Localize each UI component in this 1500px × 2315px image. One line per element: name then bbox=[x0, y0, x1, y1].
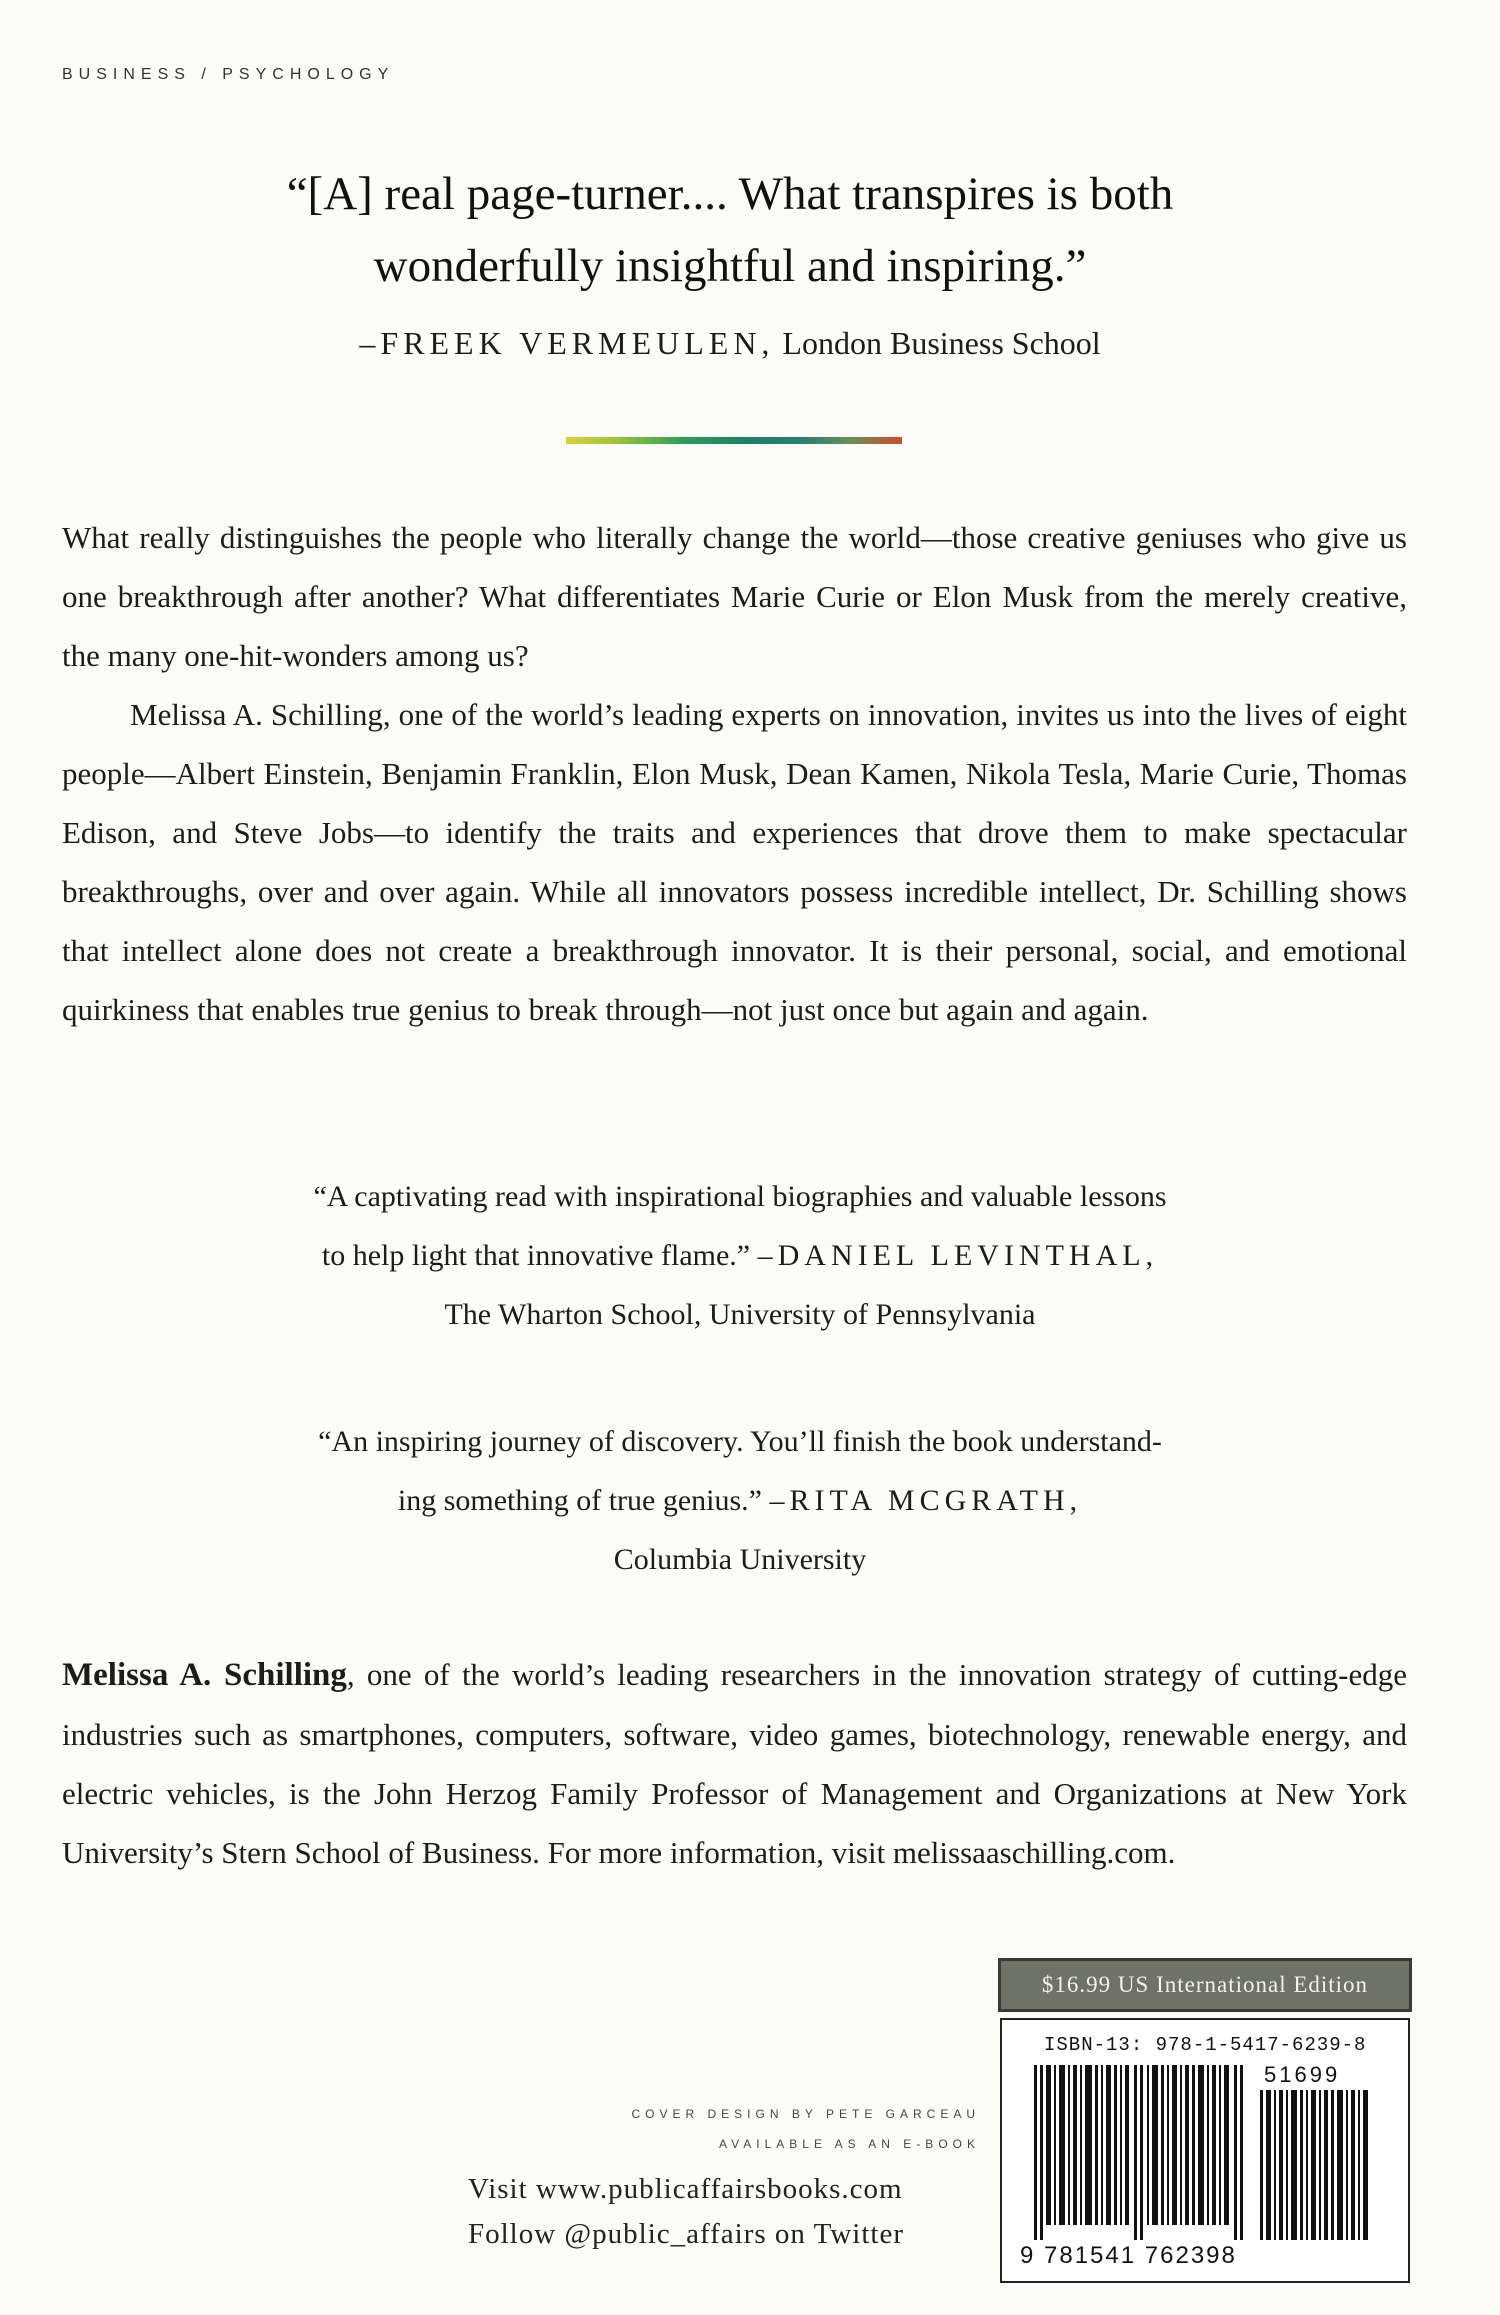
barcode-box bbox=[1000, 2018, 1410, 2283]
lead-quote bbox=[200, 158, 1260, 302]
barcode-ean-digits: 9 781541 762398 bbox=[1020, 2242, 1237, 2269]
blurb-line-1: “An inspiring journey of discovery. You’ll finish the book understand- bbox=[318, 1425, 1162, 1458]
twitter-link[interactable]: Follow @public_affairs on Twitter bbox=[468, 2218, 904, 2250]
description-paragraph-1: What really distinguishes the people who literally change the world—those creative geniuses who give us one breakthrough after another? What differentiates Marie Curie or Elon Musk from the merely creative, the many one-hit-wonders among us? bbox=[62, 520, 1407, 673]
price-box bbox=[998, 1958, 1412, 2012]
blurb-line-1: “A captivating read with inspirational biographies and valuable lessons bbox=[313, 1180, 1167, 1213]
attribution-affiliation: London Business School bbox=[782, 325, 1101, 361]
publisher-links bbox=[468, 2167, 904, 2257]
website-link[interactable]: Visit www.publicaffairsbooks.com bbox=[468, 2173, 903, 2205]
author-bio-text: , one of the world’s leading researchers in the innovation strategy of cutting-edge industries such as smartphones, computers, software, video games, biotechnology, renewable energy, and electric vehicles, is the John Herzog Family Professor of Management and Organizations at New York University’s Stern School of Business. For more information, visit melissaaschilling.com. bbox=[62, 1657, 1407, 1870]
blurb-author-name: –RITA MCGRATH, bbox=[769, 1484, 1083, 1517]
lead-quote-line-1: “[A] real page-turner.... What transpires is both bbox=[286, 168, 1174, 220]
description-paragraph-2: Melissa A. Schilling, one of the world’s leading experts on innovation, invites us into the lives of eight people—Albert Einstein, Benjamin Franklin, Elon Musk, Dean Kamen, Nikola Tesla, Marie Curie, Thomas Edison, and Steve Jobs—to identify the traits and experiences that drove them to make spectacular breakthroughs, over and over again. While all innovators possess incredible intellect, Dr. Schilling shows that intellect alone does not create a breakthrough innovator. It is their personal, social, and emotional quirkiness that enables true genius to break through—not just once but again and again. bbox=[62, 697, 1407, 1027]
blurb-line-2 bbox=[160, 1471, 1320, 1530]
isbn-text: ISBN-13: 978-1-5417-6239-8 bbox=[1044, 2034, 1367, 2056]
credits bbox=[470, 2099, 980, 2159]
color-divider bbox=[566, 437, 902, 444]
author-name: Melissa A. Schilling bbox=[62, 1657, 347, 1693]
barcode-main-icon bbox=[1034, 2065, 1244, 2240]
barcode-addon-digits: 51699 bbox=[1264, 2062, 1341, 2087]
cover-design-credit: COVER DESIGN BY PETE GARCEAU bbox=[631, 2107, 980, 2121]
blurb-line-2 bbox=[160, 1226, 1320, 1285]
blurb-mcgrath bbox=[160, 1412, 1320, 1589]
barcode-addon-icon bbox=[1260, 2090, 1372, 2240]
category-label: BUSINESS / PSYCHOLOGY bbox=[62, 66, 395, 83]
blurb-author-name: –DANIEL LEVINTHAL, bbox=[757, 1239, 1159, 1272]
book-description bbox=[62, 508, 1407, 1039]
blurb-affiliation: The Wharton School, University of Pennsylvania bbox=[444, 1298, 1036, 1331]
blurb-levinthal bbox=[160, 1167, 1320, 1344]
blurb-affiliation: Columbia University bbox=[613, 1543, 867, 1576]
blurb-line-2-text: ing something of true genius.” bbox=[397, 1484, 770, 1517]
attribution-name: –FREEK VERMEULEN, bbox=[359, 325, 775, 361]
lead-quote-attribution bbox=[200, 325, 1260, 362]
price-label: $16.99 US International Edition bbox=[1041, 1972, 1369, 1997]
author-bio bbox=[62, 1645, 1407, 1882]
lead-quote-line-2: wonderfully insightful and inspiring.” bbox=[373, 240, 1087, 292]
blurb-line-2-text: to help light that innovative flame.” bbox=[321, 1239, 758, 1272]
ebook-note: AVAILABLE AS AN E-BOOK bbox=[719, 2137, 980, 2151]
